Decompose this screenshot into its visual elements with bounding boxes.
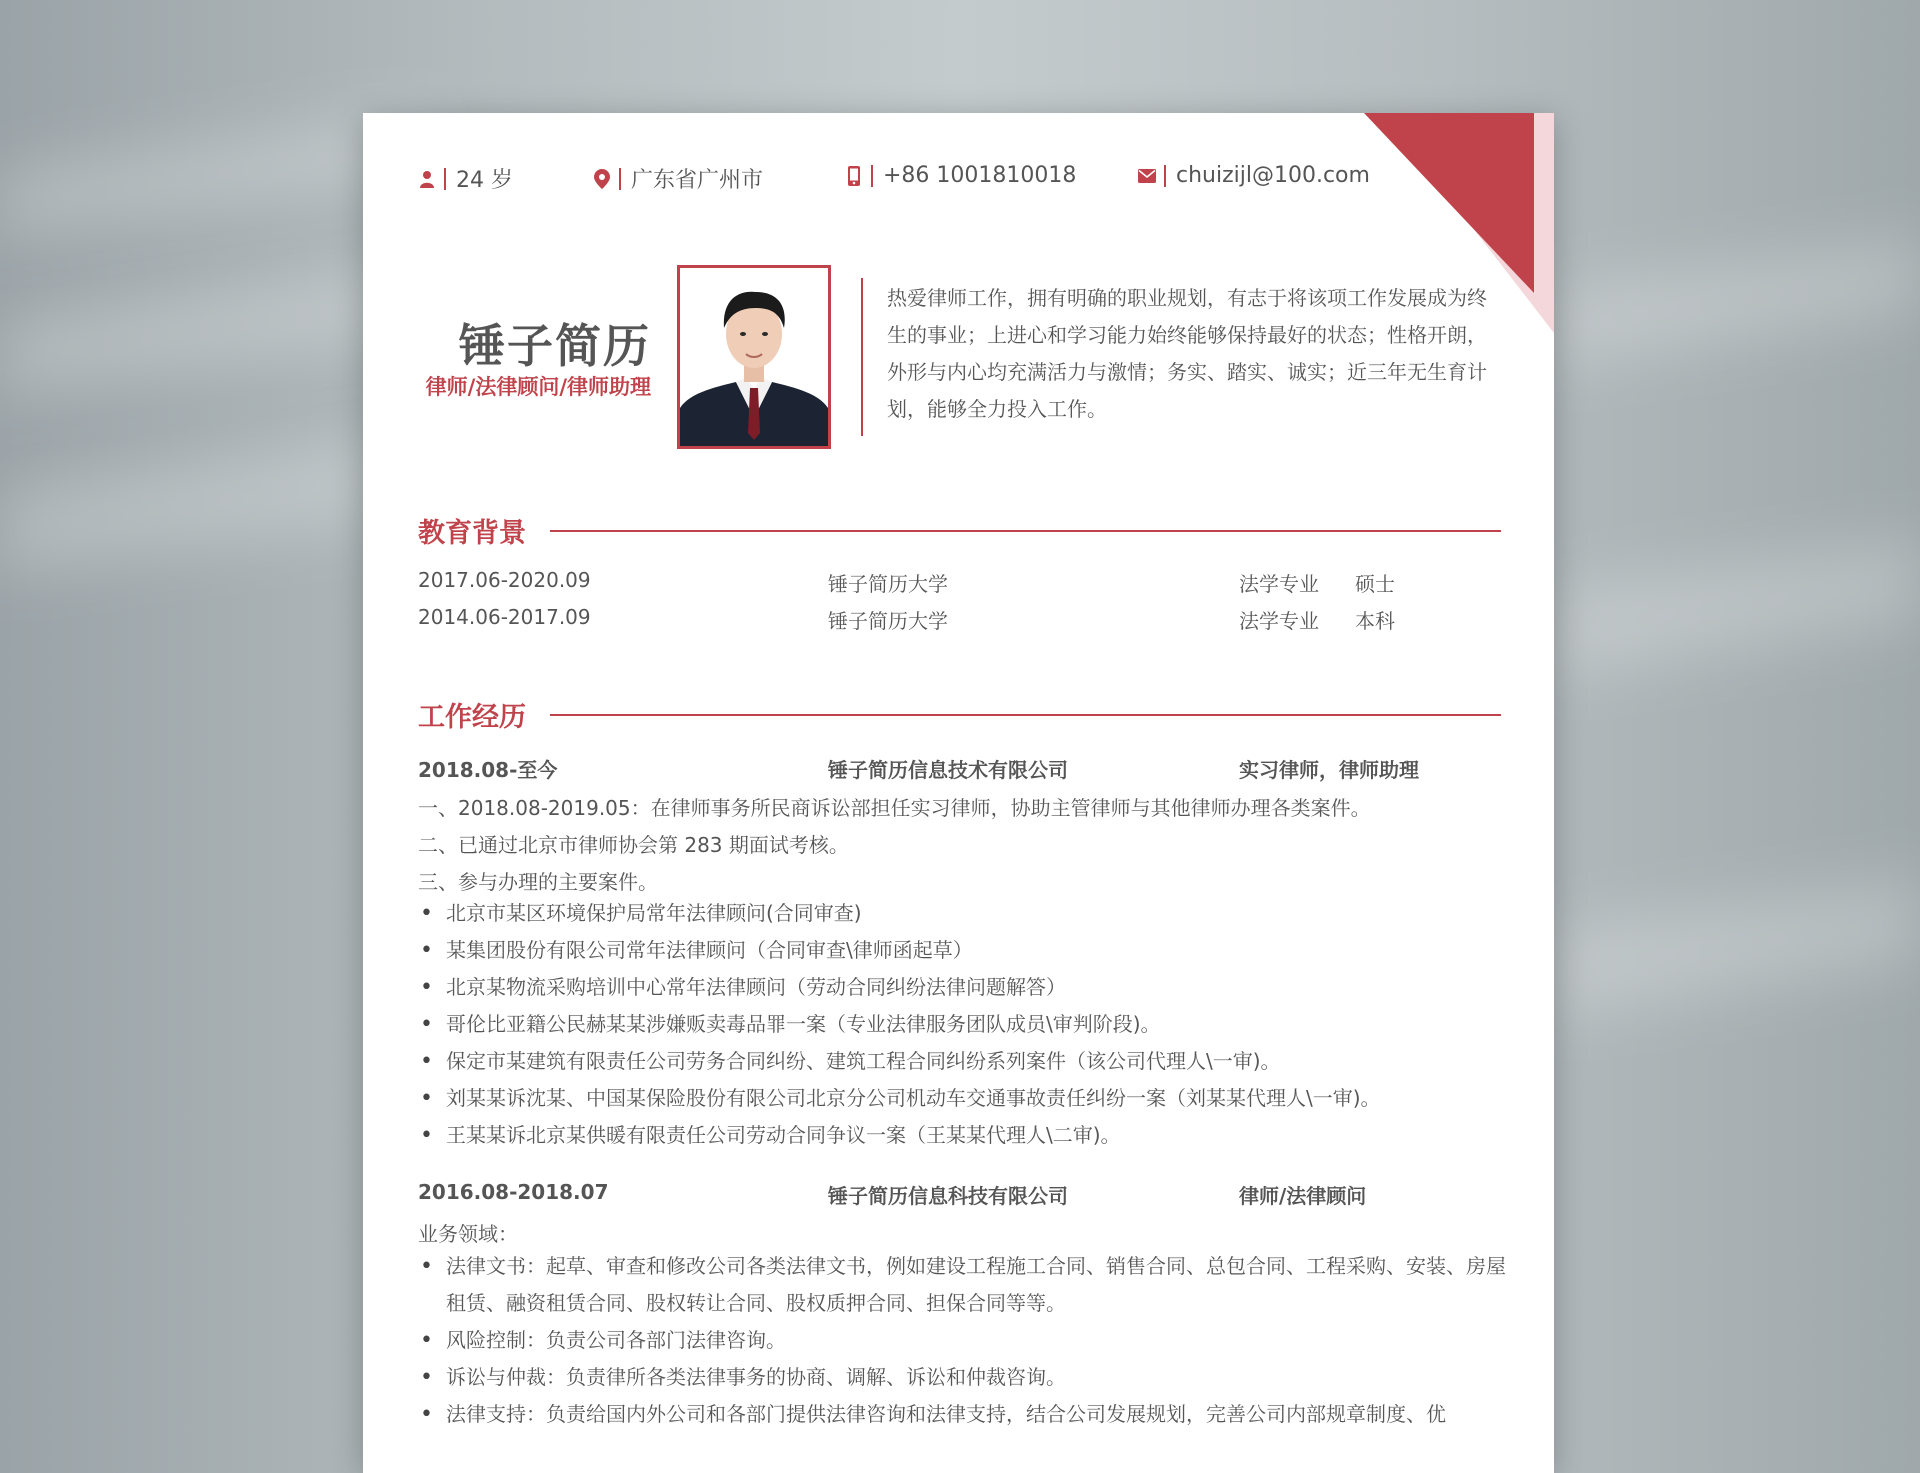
email-text: chuizijl@100.com [1176, 163, 1370, 188]
education-degree: 硕士 [1355, 572, 1395, 596]
job-header [418, 754, 1501, 790]
list-item: • 法律支持：负责给国内外公司和各部门提供法律咨询和法律支持，结合公司发展规划，完善公司内部规章制度、优 [418, 1396, 1508, 1433]
age-text: 24 岁 [456, 168, 513, 193]
list-item: • 保定市某建筑有限责任公司劳务合同纠纷、建筑工程合同纠纷系列案件（该公司代理人\一审)。 [418, 1043, 1508, 1080]
list-item: • 诉讼与仲裁：负责律所各类法律事务的协商、调解、诉讼和仲裁咨询。 [418, 1359, 1508, 1396]
person-icon [418, 168, 436, 190]
education-row [418, 605, 1501, 641]
list-item: • 风险控制：负责公司各部门法律咨询。 [418, 1322, 1508, 1359]
list-item: • 法律文书：起草、审查和修改公司各类法律文书，例如建设工程施工合同、销售合同、总包合同、工程采购、安装、房屋租赁、融资租赁合同、股权转让合同、股权质押合同、担保合同等等。 [418, 1248, 1508, 1322]
self-summary: 热爱律师工作，拥有明确的职业规划，有志于将该项工作发展成为终生的事业；上进心和学习能力始终能够保持最好的状态；性格开朗，外形与内心均充满活力与激情；务实、踏实、诚实；近三年无生育计划，能够全力投入工作。 [887, 286, 1487, 421]
job-company: 锤子简历信息技术有限公司 [828, 758, 1068, 782]
job-detail-line: 三、参与办理的主要案件。 [418, 870, 658, 894]
job-position: 律师/法律顾问 [1239, 1184, 1367, 1208]
mail-icon [1138, 165, 1156, 187]
candidate-name: 锤子简历 [459, 319, 651, 373]
bg-light-stripe [0, 262, 400, 398]
job-period: 2016.08-2018.07 [418, 1180, 609, 1204]
heading-rule [550, 714, 1501, 716]
job-company: 锤子简历信息科技有限公司 [828, 1184, 1068, 1208]
list-item: • 某集团股份有限公司常年法律顾问（合同审查\律师函起草） [418, 932, 1508, 969]
contact-row [363, 163, 1554, 203]
education-heading: 教育背景 [418, 518, 526, 549]
education-row [418, 568, 1501, 604]
contact-location [593, 163, 763, 194]
phone-icon [845, 165, 863, 187]
education-school: 锤子简历大学 [828, 572, 948, 596]
education-school: 锤子简历大学 [828, 609, 948, 633]
job-position: 实习律师，律师助理 [1239, 758, 1419, 782]
work-section-heading [418, 695, 1501, 735]
job-detail-line: 二、已通过北京市律师协会第 283 期面试考核。 [418, 833, 849, 857]
education-major: 法学专业 [1239, 572, 1319, 596]
summary-divider [861, 278, 863, 436]
business-area-list [418, 1248, 1508, 1433]
candidate-title: 律师/法律顾问/律师助理 [425, 375, 651, 399]
profile-photo [677, 265, 831, 449]
education-major: 法学专业 [1239, 609, 1319, 633]
bg-light-stripe [1560, 535, 1920, 676]
bg-light-stripe [1560, 235, 1920, 366]
job-period: 2018.08-至今 [418, 758, 558, 782]
bg-light-stripe [0, 110, 420, 239]
list-item: • 北京市某区环境保护局常年法律顾问(合同审查) [418, 895, 1508, 932]
contact-phone [845, 163, 1076, 188]
list-item: • 王某某诉北京某供暖有限责任公司劳动合同争议一案（王某某代理人\二审)。 [418, 1117, 1508, 1154]
bg-light-stripe [1560, 875, 1920, 1016]
list-item: • 北京某物流采购培训中心常年法律顾问（劳动合同纠纷法律问题解答） [418, 969, 1508, 1006]
case-list [418, 895, 1508, 1154]
list-item: • 刘某某诉沈某、中国某保险股份有限公司北京分公司机动车交通事故责任纠纷一案（刘某某代理人\一审)。 [418, 1080, 1508, 1117]
job-detail-line: 一、2018.08-2019.05：在律师事务所民商诉讼部担任实习律师，协助主管律师与其他律师办理各类案件。 [418, 796, 1371, 820]
bg-light-stripe [0, 433, 380, 576]
contact-age [418, 163, 513, 194]
work-heading: 工作经历 [418, 702, 526, 733]
phone-text: +86 1001810018 [883, 163, 1077, 188]
heading-rule [550, 530, 1501, 532]
list-item: • 哥伦比亚籍公民赫某某涉嫌贩卖毒品罪一案（专业法律服务团队成员\审判阶段)。 [418, 1006, 1508, 1043]
location-text: 广东省广州市 [631, 168, 764, 193]
education-section-heading [418, 511, 1501, 551]
job-detail-line: 业务领域： [418, 1222, 518, 1246]
job-header [418, 1180, 1501, 1216]
contact-email[interactable] [1138, 163, 1370, 188]
education-degree: 本科 [1355, 609, 1395, 633]
location-pin-icon [593, 168, 611, 190]
resume-paper [363, 113, 1554, 1473]
education-period: 2017.06-2020.09 [418, 568, 591, 592]
education-period: 2014.06-2017.09 [418, 605, 591, 629]
